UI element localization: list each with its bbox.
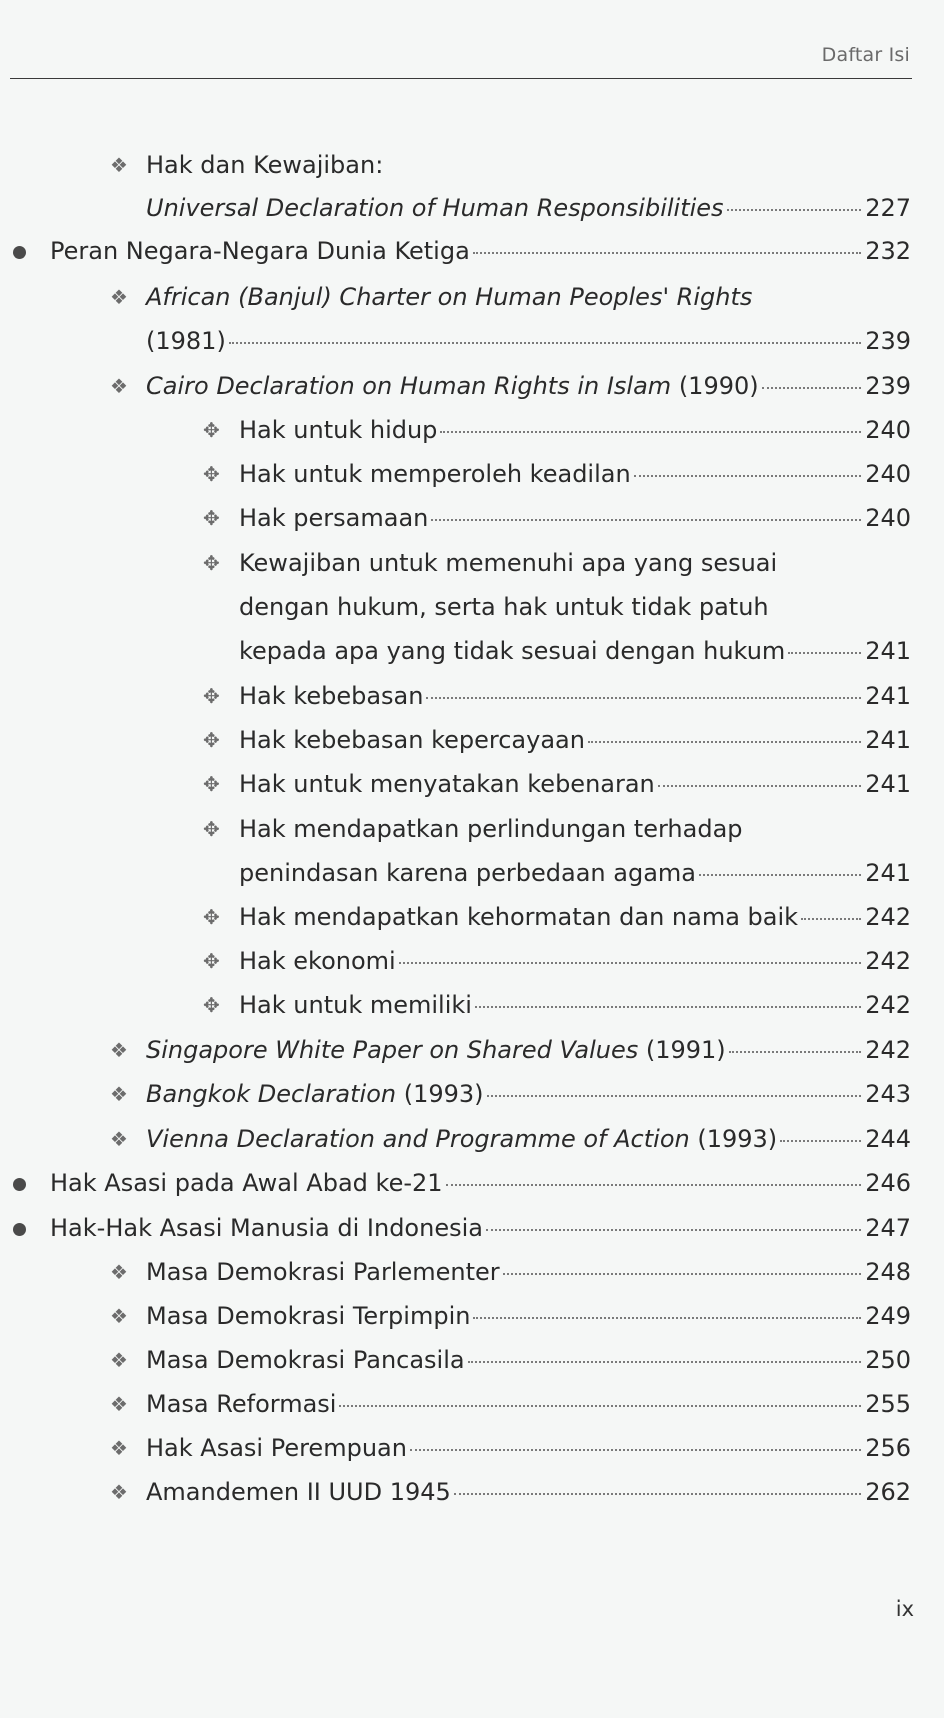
four-diamond-bullet-icon: ✥ <box>203 506 220 530</box>
entry-text: Hak kebebasan <box>239 682 424 710</box>
four-diamond-bullet-icon: ✥ <box>203 462 220 486</box>
diamond-bullet-icon: ❖ <box>110 374 128 398</box>
toc-entry <box>50 236 911 266</box>
dot-leader <box>468 1361 862 1363</box>
entry-page-number: 227 <box>865 194 911 222</box>
toc-entry-line1 <box>239 548 777 578</box>
header-title: Daftar Isi <box>821 44 910 66</box>
entry-title-italic: Vienna Declaration and Programme of Action <box>146 1125 690 1153</box>
entry-text: Hak untuk memiliki <box>239 991 472 1019</box>
dot-leader <box>426 697 861 699</box>
entry-text: penindasan karena perbedaan agama <box>239 859 697 887</box>
entry-text <box>146 1079 484 1109</box>
toc-entry <box>146 1345 911 1375</box>
toc-entry <box>239 769 911 799</box>
toc-entry <box>239 902 911 932</box>
entry-text: Hak ekonomi <box>239 947 396 975</box>
four-diamond-bullet-icon: ✥ <box>203 993 220 1017</box>
dot-leader <box>475 1006 861 1008</box>
entry-page-number: 248 <box>865 1258 911 1286</box>
toc-entry <box>239 725 911 755</box>
entry-year: (1990) <box>671 372 759 400</box>
entry-title-italic: Universal Declaration of Human Responsibilities <box>146 194 724 222</box>
toc-entry <box>239 459 911 489</box>
entry-page-number: 240 <box>865 416 911 444</box>
dot-leader <box>801 918 861 920</box>
entry-text: Amandemen II UUD 1945 <box>146 1478 451 1506</box>
toc-entry <box>146 193 911 223</box>
entry-page-number: 242 <box>865 903 911 931</box>
entry-text: Masa Reformasi <box>146 1390 337 1418</box>
entry-page-number: 244 <box>865 1125 911 1153</box>
entry-page-number: 232 <box>865 237 911 265</box>
entry-text: kepada apa yang tidak sesuai dengan hukum <box>239 637 786 665</box>
entry-page-number: 242 <box>865 991 911 1019</box>
toc-entry <box>146 1301 911 1331</box>
dot-leader <box>780 1140 861 1142</box>
round-bullet-icon <box>13 246 26 259</box>
dot-leader <box>729 1051 862 1053</box>
toc-entry <box>50 1168 911 1198</box>
entry-text: (1981) <box>146 327 226 355</box>
dot-leader <box>446 1184 862 1186</box>
entry-title-italic: Cairo Declaration on Human Rights in Islam <box>146 372 672 400</box>
toc-entry <box>239 636 911 666</box>
diamond-bullet-icon: ❖ <box>110 1038 128 1062</box>
entry-year: (1993) <box>689 1125 778 1153</box>
entry-text: Masa Demokrasi Parlementer <box>146 1258 500 1286</box>
entry-text: Hak Asasi pada Awal Abad ke-21 <box>50 1169 443 1197</box>
toc-entry <box>146 1433 911 1463</box>
entry-text: Hak mendapatkan kehormatan dan nama baik <box>239 903 799 931</box>
dot-leader <box>634 475 862 477</box>
entry-text: Hak Asasi Perempuan <box>146 1434 407 1462</box>
entry-text: Hak untuk hidup <box>239 416 438 444</box>
entry-year: (1993) <box>396 1080 484 1108</box>
entry-title-italic: Singapore White Paper on Shared Values <box>146 1036 639 1064</box>
entry-page-number: 239 <box>865 372 911 400</box>
entry-page-number: 242 <box>865 947 911 975</box>
toc-entry <box>239 990 911 1020</box>
dot-leader <box>727 209 862 211</box>
dot-leader <box>503 1273 862 1275</box>
entry-title-italic: African (Banjul) Charter on Human Peoples' Rights <box>146 283 753 311</box>
toc-entry <box>146 1389 911 1419</box>
page-number: ix <box>895 1597 914 1621</box>
toc-entry <box>239 858 911 888</box>
entry-text: Hak persamaan <box>239 504 429 532</box>
diamond-bullet-icon: ❖ <box>110 1127 128 1151</box>
four-diamond-bullet-icon: ✥ <box>203 905 220 929</box>
entry-text <box>146 1124 777 1154</box>
entry-page-number: 241 <box>865 770 911 798</box>
dot-leader <box>788 652 861 654</box>
four-diamond-bullet-icon: ✥ <box>203 949 220 973</box>
entry-text: Hak-Hak Asasi Manusia di Indonesia <box>50 1214 483 1242</box>
entry-page-number: 239 <box>865 327 911 355</box>
entry-page-number: 250 <box>865 1346 911 1374</box>
toc-entry-line1 <box>146 150 383 180</box>
dot-leader <box>454 1493 861 1495</box>
entry-text: Kewajiban untuk memenuhi apa yang sesuai <box>239 549 778 577</box>
dot-leader <box>399 962 861 964</box>
dot-leader <box>762 387 862 389</box>
dot-leader <box>487 1095 862 1097</box>
dot-leader <box>431 519 861 521</box>
toc-entry-line1 <box>239 814 743 844</box>
entry-page-number: 247 <box>865 1214 911 1242</box>
entry-page-number: 262 <box>865 1478 911 1506</box>
entry-year: (1991) <box>638 1036 726 1064</box>
entry-page-number: 240 <box>865 504 911 532</box>
four-diamond-bullet-icon: ✥ <box>203 418 220 442</box>
entry-page-number: 256 <box>865 1434 911 1462</box>
entry-text: Hak untuk menyatakan kebenaran <box>239 770 655 798</box>
toc-entry <box>50 1213 911 1243</box>
diamond-bullet-icon: ❖ <box>110 1480 128 1504</box>
diamond-bullet-icon: ❖ <box>110 153 128 177</box>
entry-page-number: 249 <box>865 1302 911 1330</box>
toc-entry <box>239 503 911 533</box>
toc-entry <box>146 371 911 401</box>
entry-page-number: 241 <box>865 726 911 754</box>
entry-text: Masa Demokrasi Terpimpin <box>146 1302 471 1330</box>
toc-entry-line2 <box>239 592 769 622</box>
four-diamond-bullet-icon: ✥ <box>203 551 220 575</box>
diamond-bullet-icon: ❖ <box>110 1082 128 1106</box>
entry-text: Masa Demokrasi Pancasila <box>146 1346 465 1374</box>
entry-text <box>146 371 759 401</box>
entry-page-number: 242 <box>865 1036 911 1064</box>
toc-entry <box>239 681 911 711</box>
dot-leader <box>229 342 861 344</box>
dot-leader <box>440 431 861 433</box>
entry-page-number: 241 <box>865 859 911 887</box>
entry-text: Hak untuk memperoleh keadilan <box>239 460 631 488</box>
dot-leader <box>658 785 861 787</box>
four-diamond-bullet-icon: ✥ <box>203 817 220 841</box>
toc-entry <box>146 326 911 356</box>
dot-leader <box>486 1229 861 1231</box>
diamond-bullet-icon: ❖ <box>110 1304 128 1328</box>
entry-text: Hak dan Kewajiban: <box>146 151 384 179</box>
entry-page-number: 243 <box>865 1080 911 1108</box>
round-bullet-icon <box>13 1223 26 1236</box>
entry-text: Peran Negara-Negara Dunia Ketiga <box>50 237 470 265</box>
entry-text: Hak mendapatkan perlindungan terhadap <box>239 815 743 843</box>
diamond-bullet-icon: ❖ <box>110 285 128 309</box>
toc-entry-line1 <box>146 282 752 312</box>
toc-entry <box>239 415 911 445</box>
four-diamond-bullet-icon: ✥ <box>203 772 220 796</box>
dot-leader <box>699 874 861 876</box>
toc-entry <box>146 1477 911 1507</box>
entry-text: dengan hukum, serta hak untuk tidak patuh <box>239 593 769 621</box>
entry-title-italic: Bangkok Declaration <box>146 1080 397 1108</box>
diamond-bullet-icon: ❖ <box>110 1348 128 1372</box>
four-diamond-bullet-icon: ✥ <box>203 728 220 752</box>
diamond-bullet-icon: ❖ <box>110 1260 128 1284</box>
entry-page-number: 241 <box>865 637 911 665</box>
toc-entry <box>146 1257 911 1287</box>
entry-page-number: 240 <box>865 460 911 488</box>
dot-leader <box>588 741 861 743</box>
toc-entry <box>146 1035 911 1065</box>
four-diamond-bullet-icon: ✥ <box>203 684 220 708</box>
dot-leader <box>473 1317 861 1319</box>
diamond-bullet-icon: ❖ <box>110 1436 128 1460</box>
round-bullet-icon <box>13 1178 26 1191</box>
dot-leader <box>473 252 861 254</box>
dot-leader <box>339 1405 861 1407</box>
toc-entry <box>239 946 911 976</box>
toc-entry <box>146 1124 911 1154</box>
entry-text: Hak kebebasan kepercayaan <box>239 726 585 754</box>
entry-page-number: 241 <box>865 682 911 710</box>
dot-leader <box>410 1449 861 1451</box>
entry-text <box>146 1035 726 1065</box>
entry-page-number: 255 <box>865 1390 911 1418</box>
diamond-bullet-icon: ❖ <box>110 1392 128 1416</box>
toc-entry <box>146 1079 911 1109</box>
entry-page-number: 246 <box>865 1169 911 1197</box>
